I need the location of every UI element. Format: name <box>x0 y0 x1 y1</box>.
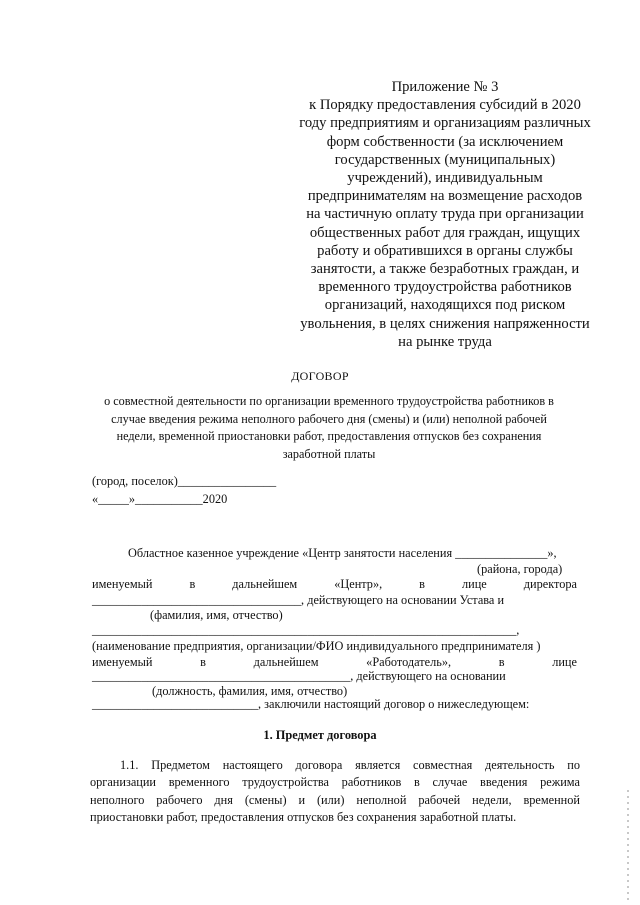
word: рабочего <box>156 792 203 807</box>
word: лице <box>552 655 577 669</box>
subject-line: недели, временной приостановки работ, предоставления отпусков без сохранения <box>116 429 542 444</box>
word: трудоустройства <box>242 775 329 790</box>
appendix-line: временного трудоустройства работников <box>318 279 572 296</box>
word: неполного <box>90 792 145 807</box>
appendix-line: к Порядку предоставления субсидий в 2020 <box>309 97 581 114</box>
word: 1.1. <box>120 758 139 772</box>
appendix-line: предпринимателям на возмещение расходов <box>307 188 583 205</box>
director-line: __________________________________, действующего на основании Устава и <box>92 593 505 607</box>
subject-line: заработной платы <box>282 446 376 461</box>
appendix-line: учреждений), индивидуальным <box>347 170 543 187</box>
appendix-header <box>286 78 604 351</box>
place-field: (город, поселок)________________ <box>92 474 277 488</box>
scan-edge-mark <box>627 790 629 900</box>
word: лице <box>461 577 487 591</box>
word: рабочей <box>418 792 461 807</box>
paragraph-line <box>90 792 580 809</box>
appendix-line: форм собственности (за исключением <box>326 133 564 150</box>
section-heading: 1. Предмет договора <box>263 728 377 742</box>
appendix-line: Приложение № 3 <box>391 79 499 95</box>
word: (смены) <box>244 792 287 807</box>
word: в <box>200 655 206 669</box>
word: «Центр», <box>334 577 383 591</box>
word: дня <box>214 792 233 807</box>
word: директора <box>523 577 577 591</box>
appendix-line: увольнения, в целях снижения напряженности <box>300 315 590 332</box>
contract-title: ДОГОВОР <box>291 369 349 383</box>
word: дальнейшем <box>253 655 319 669</box>
word: недели, <box>472 792 512 807</box>
appendix-line: государственных (муниципальных) <box>334 151 556 168</box>
word: неполной <box>356 792 407 807</box>
concluded-line: ___________________________, заключили настоящий договор о нижеследующем: <box>92 697 530 711</box>
subject-line: о совместной деятельности по организации временного трудоустройства работников в <box>104 394 554 408</box>
center-line: Областное казенное учреждение «Центр занятости населения _______________», <box>128 546 557 560</box>
word: по <box>567 758 580 772</box>
appendix-line: на частичную оплату труда при организации <box>306 206 584 223</box>
employer-name-line: _____________________________________________________________________, <box>92 623 520 637</box>
appendix-line: году предприятиям и организациям различных <box>299 115 591 132</box>
position-hint: (должность, фамилия, имя, отчество) <box>152 684 348 698</box>
appendix-line: организаций, находящихся под риском <box>324 297 566 314</box>
word: настоящего <box>222 758 283 772</box>
paragraph-line: приостановки работ, предоставления отпусков без сохранения заработной платы. <box>90 810 517 825</box>
contract-subject <box>86 393 572 463</box>
word: в <box>414 775 420 790</box>
paragraph-line <box>90 774 580 791</box>
word: временной <box>523 792 580 807</box>
word: дальнейшем <box>232 577 298 591</box>
word: в <box>419 577 425 591</box>
word: деятельность <box>485 758 555 772</box>
word: является <box>355 758 401 772</box>
word: «Работодатель», <box>366 655 452 669</box>
word: работников <box>341 775 402 790</box>
word: в <box>189 577 196 591</box>
word: (или) <box>316 792 345 807</box>
appendix-line: занятости, а также безработных граждан, и <box>310 261 580 278</box>
appendix-line: общественных работ для граждан, ищущих <box>309 224 581 241</box>
word: временного <box>168 775 230 790</box>
word: и <box>298 792 306 807</box>
center-named-line <box>92 576 577 592</box>
employer-hint: (наименование предприятия, организации/ФИО индивидуального предпринимателя ) <box>92 639 541 653</box>
district-hint: (района, города) <box>477 562 563 576</box>
section-paragraph <box>90 757 580 827</box>
appendix-line: работу и обратившихся в органы службы <box>317 242 573 259</box>
word: договора <box>295 758 343 772</box>
word: случае <box>432 775 468 790</box>
word: совместная <box>413 758 473 772</box>
employer-rep-line: __________________________________________, действующего на основании <box>92 669 506 683</box>
word: организации <box>90 775 157 790</box>
word: введения <box>480 775 528 790</box>
word: режима <box>540 775 580 790</box>
subject-line: случае введения режима неполного рабочего дня (смены) и (или) неполной рабочей <box>111 411 547 426</box>
fio-hint: (фамилия, имя, отчество) <box>150 608 283 622</box>
word: именуемый <box>92 577 153 591</box>
appendix-line: на рынке труда <box>398 333 492 350</box>
word: в <box>498 655 505 669</box>
word: Предметом <box>151 758 210 772</box>
word: именуемый <box>92 655 153 669</box>
paragraph-line <box>90 757 580 774</box>
date-field: «_____»___________2020 <box>92 492 228 506</box>
